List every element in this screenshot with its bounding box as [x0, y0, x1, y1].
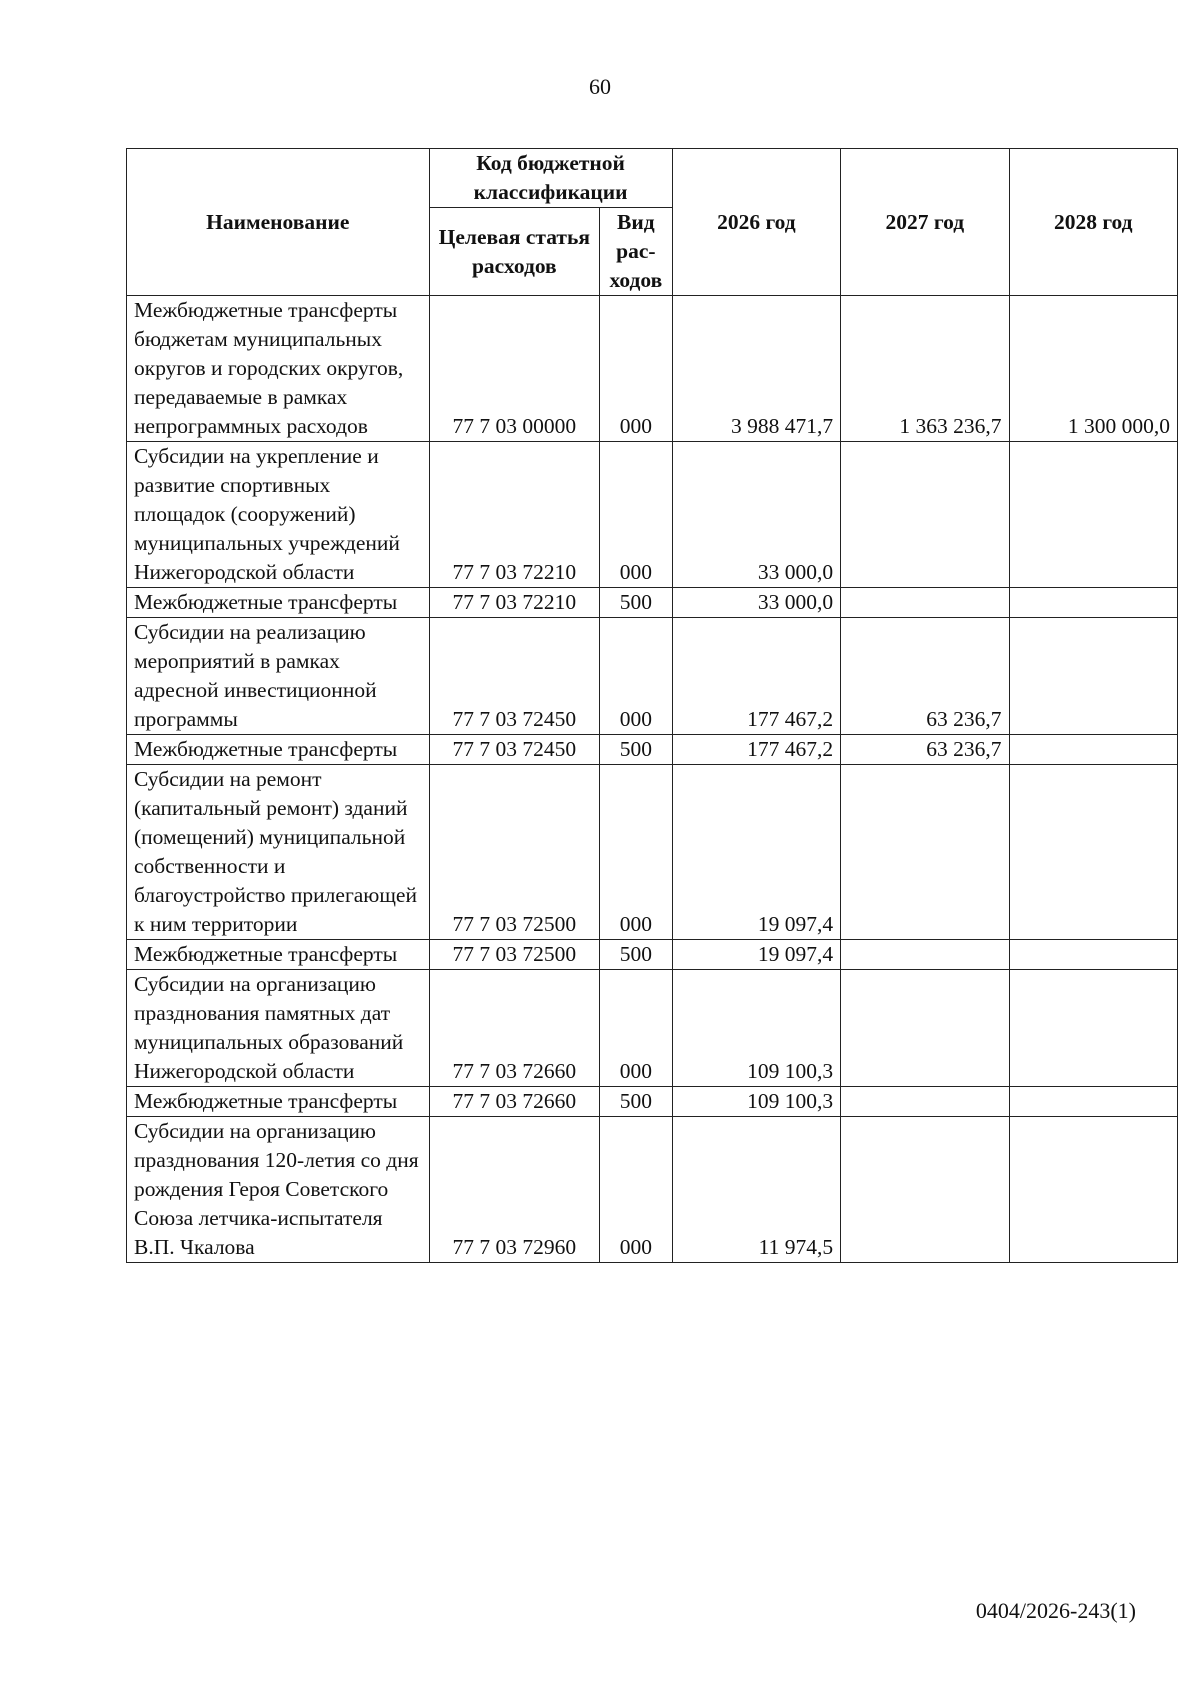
cell-name: Субсидии на реализацию мероприятий в рамках адресной инвестиционной программы	[127, 618, 430, 735]
cell-expense-kind: 000	[600, 765, 673, 940]
cell-2027	[841, 765, 1009, 940]
table-row	[127, 765, 1178, 940]
cell-2026: 19 097,4	[672, 765, 840, 940]
budget-table	[126, 148, 1178, 1263]
cell-name: Субсидии на ремонт (капитальный ремонт) зданий (помещений) муниципальной собственности и благоустройство прилегающей к ним территории	[127, 765, 430, 940]
cell-target-article: 77 7 03 72660	[429, 1087, 599, 1117]
cell-2028	[1009, 765, 1177, 940]
cell-2028	[1009, 588, 1177, 618]
cell-expense-kind: 000	[600, 970, 673, 1087]
cell-name: Субсидии на организацию празднования памятных дат муниципальных образований Нижегородской области	[127, 970, 430, 1087]
cell-2028	[1009, 940, 1177, 970]
cell-expense-kind: 500	[600, 735, 673, 765]
table-row	[127, 1117, 1178, 1263]
header-name: Наименование	[127, 149, 430, 296]
header-year-2028: 2028 год	[1009, 149, 1177, 296]
cell-target-article: 77 7 03 72960	[429, 1117, 599, 1263]
header-target-article: Целевая статья расходов	[429, 208, 599, 296]
cell-expense-kind: 000	[600, 618, 673, 735]
cell-target-article: 77 7 03 00000	[429, 296, 599, 442]
document-code: 0404/2026-243(1)	[975, 1598, 1136, 1623]
cell-2027: 63 236,7	[841, 618, 1009, 735]
cell-name: Межбюджетные трансферты	[127, 588, 430, 618]
cell-2026: 33 000,0	[672, 588, 840, 618]
cell-name: Межбюджетные трансферты	[127, 1087, 430, 1117]
cell-target-article: 77 7 03 72210	[429, 442, 599, 588]
cell-name: Межбюджетные трансферты	[127, 735, 430, 765]
cell-2028	[1009, 442, 1177, 588]
cell-2028	[1009, 970, 1177, 1087]
cell-2026: 177 467,2	[672, 618, 840, 735]
cell-target-article: 77 7 03 72450	[429, 618, 599, 735]
table-row	[127, 970, 1178, 1087]
cell-expense-kind: 500	[600, 940, 673, 970]
cell-expense-kind: 000	[600, 296, 673, 442]
cell-2027	[841, 588, 1009, 618]
cell-expense-kind: 000	[600, 1117, 673, 1263]
cell-name: Межбюджетные трансферты	[127, 940, 430, 970]
cell-2027	[841, 940, 1009, 970]
header-year-2026: 2026 год	[672, 149, 840, 296]
cell-name: Субсидии на организацию празднования 120-летия со дня рождения Героя Советского Союза летчика-испытателя В.П. Чкалова	[127, 1117, 430, 1263]
table-row	[127, 442, 1178, 588]
cell-2028	[1009, 1087, 1177, 1117]
cell-2028	[1009, 1117, 1177, 1263]
table-row	[127, 940, 1178, 970]
table-body	[127, 296, 1178, 1263]
cell-expense-kind: 000	[600, 442, 673, 588]
cell-2027: 1 363 236,7	[841, 296, 1009, 442]
cell-2028: 1 300 000,0	[1009, 296, 1177, 442]
cell-expense-kind: 500	[600, 588, 673, 618]
header-expense-kind: Вид рас-ходов	[600, 208, 673, 296]
cell-2027	[841, 1117, 1009, 1263]
cell-target-article: 77 7 03 72500	[429, 940, 599, 970]
cell-name: Субсидии на укрепление и развитие спортивных площадок (сооружений) муниципальных учреждений Нижегородской области	[127, 442, 430, 588]
cell-name: Межбюджетные трансферты бюджетам муниципальных округов и городских округов, передаваемые в рамках непрограммных расходов	[127, 296, 430, 442]
cell-2027	[841, 1087, 1009, 1117]
cell-2026: 3 988 471,7	[672, 296, 840, 442]
cell-2027: 63 236,7	[841, 735, 1009, 765]
header-code-group: Код бюджетной классификации	[429, 149, 672, 208]
table-row	[127, 588, 1178, 618]
cell-expense-kind: 500	[600, 1087, 673, 1117]
table-row	[127, 735, 1178, 765]
cell-2028	[1009, 618, 1177, 735]
cell-target-article: 77 7 03 72210	[429, 588, 599, 618]
cell-2026: 33 000,0	[672, 442, 840, 588]
table-row	[127, 1087, 1178, 1117]
cell-2026: 11 974,5	[672, 1117, 840, 1263]
cell-2027	[841, 442, 1009, 588]
cell-target-article: 77 7 03 72660	[429, 970, 599, 1087]
table-row	[127, 296, 1178, 442]
table-row	[127, 618, 1178, 735]
page-number: 60	[589, 74, 611, 99]
cell-target-article: 77 7 03 72500	[429, 765, 599, 940]
cell-target-article: 77 7 03 72450	[429, 735, 599, 765]
header-year-2027: 2027 год	[841, 149, 1009, 296]
cell-2028	[1009, 735, 1177, 765]
cell-2026: 177 467,2	[672, 735, 840, 765]
cell-2026: 19 097,4	[672, 940, 840, 970]
cell-2027	[841, 970, 1009, 1087]
cell-2026: 109 100,3	[672, 1087, 840, 1117]
cell-2026: 109 100,3	[672, 970, 840, 1087]
